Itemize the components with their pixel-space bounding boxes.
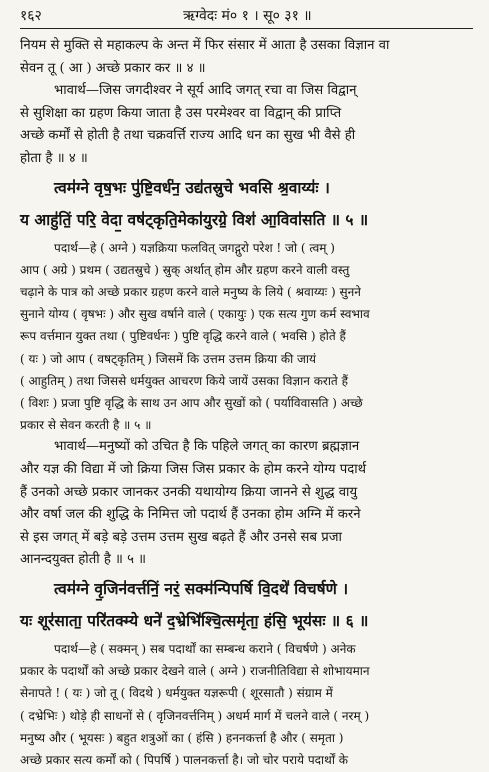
text-line: अच्छे प्रकार सत्य कर्मों को ( पिपर्षि ) पालनकर्त्ता है। जो चोर पराये पदार्थों के [20,752,348,767]
text-line: प्रकार के पदार्थों को अच्छे प्रकार देखने वाले ( अग्ने ) राजनीतिविद्या से शोभायमान [20,664,370,679]
page-number: १६२ [20,8,42,24]
text-line: पदार्थ—हे ( सक्मन् ) सब पदार्थों का सम्बन्ध कराने ( विचर्षणे ) अनेक [54,641,356,656]
mantra-line: यः शूर॑साता॒ परि॑तक्म्ये धने॑ द॒भ्रेभि॑श्चि॒त्समृ॑ता॒ हंसि॒ भूय॑सः ॥ ६ ॥ [20,610,369,630]
page-body [20,35,473,771]
text-line: ( यः ) जो आप ( वषट्कृतिम् ) जिसमें कि उत्तम उत्तम क्रिया की जायं [20,351,317,366]
mantra-line: य आहु॑तिं॒ परि॒ वेदा॒ वष॑ट्कृति॒मेका॑युरग्रे॒ विश॑ आ॒विवा॑सति ॥ ५ ॥ [20,209,369,229]
text-line: ( दभ्रेभिः ) थोड़े ही साधनों से ( वृजिनवर्त्तनिम् ) अधर्म मार्ग में चलने वाले ( नरम् ) [20,708,370,723]
text-line: अच्छे कर्मों से होती है तथा चक्रवर्त्ति राज्य आदि धन का सुख भी वैसे ही [20,128,356,144]
text-line: से इस जगत् में बड़े बड़े उत्तम उत्तम सुख बढ़ते हैं और उनसे सब प्रजा [20,529,342,545]
mantra-line: त्वम॑ग्ने वृ॒जिन॑वर्त्तनिं॒ नरं॒ सक्म॑न्पिपर्षि वि॒दथे॑ विचर्षणे । [54,578,349,598]
text-line: और वर्षा जल की शुद्धि के निमित्त जो पदार्थ हैं उनका होम अग्नि में करने [20,507,361,523]
text-line: रूप वर्त्तमान युक्त तथा ( पुष्टिवर्धनः ) पुष्टि वृद्धि करने वाले ( भवसि ) होते हैं [20,329,346,344]
text-line: नियम से मुक्ति से महाकल्प के अन्त में फिर संसार में आता है उसका विज्ञान वा [20,38,390,53]
text-line: पदार्थ—हे ( अग्ने ) यज्ञक्रिया फलवित् जगद्गुरो परेश ! जो ( त्वम् ) [54,240,335,255]
text-line: सेवन तू ( आ ) अच्छे प्रकार कर ॥ ४ ॥ [20,60,206,76]
text-line: भावार्थ—जिस जगदीश्वर ने सूर्य आदि जगत् रचा वा जिस विद्वान् [54,83,357,99]
text-line: और यज्ञ की विद्या में जो क्रिया जिस जिस प्रकार के होम करने योग्य पदार्थ [20,461,367,477]
text-line: आप ( अग्रे ) प्रथम ( उद्यतस्रुचे ) स्रुक् अर्थात् होम और ग्रहण करने वाली वस्तु [20,262,350,277]
text-line: सुनाने योग्य ( वृषभः ) और सुख वर्षाने वाले ( एकायुः ) एक सत्य गुण कर्म स्वभाव [20,307,370,322]
text-line: मनुष्य और ( भूयसः ) बहुत शत्रुओं का ( हंसि ) हननकर्त्ता है और ( समृता ) [20,730,344,745]
text-line: भावार्थ—मनुष्यों को उचित है कि पहिले जगत् का कारण ब्रह्मज्ञान [54,439,360,455]
text-line: चढ़ाने के पात्र को अच्छे प्रकार ग्रहण करने वाले मनुष्य के लिये ( श्रवाय्यः ) सुनने [20,284,361,299]
running-title: ऋग्वेदः मं० १ । सू० ३१ ॥ [183,8,312,24]
text-line: ( आहुतिम् ) तथा जिससे धर्मयुक्त आचरण किये जायें उसका विज्ञान कराते हैं [20,373,348,388]
text-line: प्रकार से सेवन करती है ॥ ५ ॥ [20,418,152,433]
text-line: आनन्दयुक्त होती है ॥ ५ ॥ [20,552,147,568]
mantra-line: त्वम॑ग्ने वृष॒भः पु॑ष्टि॒वर्ध॑न॒ उद्य॑तस्रुचे भवसि श्र॒वाय्यः॑ । [54,177,330,197]
text-line: से सुशिक्षा का ग्रहण किया जाता है उस परमेश्वर वा विद्वान् की प्राप्ति [20,105,342,121]
text-line: ( विशः ) प्रजा पुष्टि वृद्धि के साथ उन आप और सुखों को ( पर्याविवासति ) अच्छे [20,395,363,410]
text-line: सेनापते ! ( यः ) जो तू ( विदथे ) धर्मयुक्त यज्ञरूपी ( शूरसातौ ) संग्राम में [20,686,333,701]
header-rule [20,28,473,29]
text-line: हैं उनको अच्छे प्रकार जानकर उनकी यथायोग्य क्रिया जानने से शुद्ध वायु [20,484,358,500]
page-header [20,6,473,28]
text-line: होता है ॥ ४ ॥ [20,150,88,166]
